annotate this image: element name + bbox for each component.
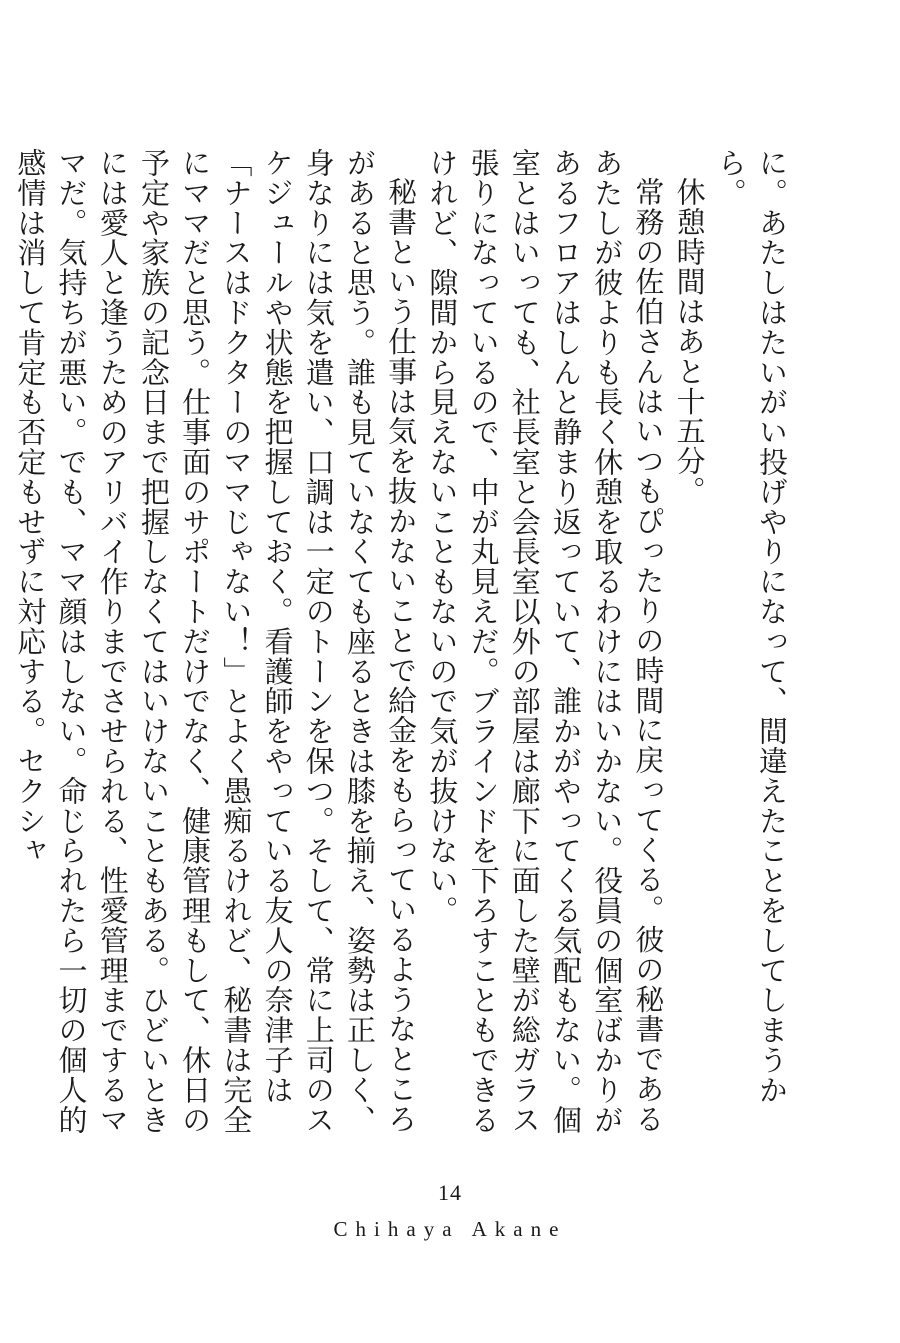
page-number: 14 — [438, 1180, 462, 1205]
paragraph: 秘書という仕事は気を抜かないことで給金をもらっているようなところがあると思う。誰も見ていなくても座るときは膝を揃え、姿勢は正しく、身なりには気を遣い、口調は一定のトーンを保つ。そして、常に上司のスケジュールや状態を把握しておく。看護師をやっている友人の奈津子は「ナースはドクターのママじゃない！」とよく愚痴るけれど、秘書は完全にママだと思う。仕事面のサポートだけでなく、健康管理もして、休日の予定や家族の記念日まで把握しなくてはいけないこともある。ひどいときには愛人と逢うためのアリバイ作りまでさせられる、性愛管理までするママだ。気持ちが悪い。でも、ママ顔はしない。命じられたら一切の個人的感情は消して肯定も否定もせずに対応する。セクシャ — [13, 148, 419, 1135]
paragraph: 休憩時間はあと十五分。 — [672, 177, 707, 506]
vertical-body-text — [13, 148, 792, 1158]
author-name: Chihaya Akane — [333, 1217, 567, 1241]
paragraph-continuation: に。あたしはたいがい投げやりになって、間違えたことをしてしまうから。 — [713, 148, 789, 1105]
paragraph: 常務の佐伯さんはいつもぴったりの時間に戻ってくる。彼の秘書であるあたしが彼よりも長く休憩を取るわけにはいかない。役員の個室ばかりがあるフロアはしんと静まり返っていて、誰かがやってくる気配もない。個室とはいっても、社長室と会長室以外の部屋は廊下に面した壁が総ガラス張りになっているので、中が丸見えだ。ブラインドを下ろすこともできるけれど、隙間から見えないこともないので気が抜けない。 — [425, 148, 666, 1135]
